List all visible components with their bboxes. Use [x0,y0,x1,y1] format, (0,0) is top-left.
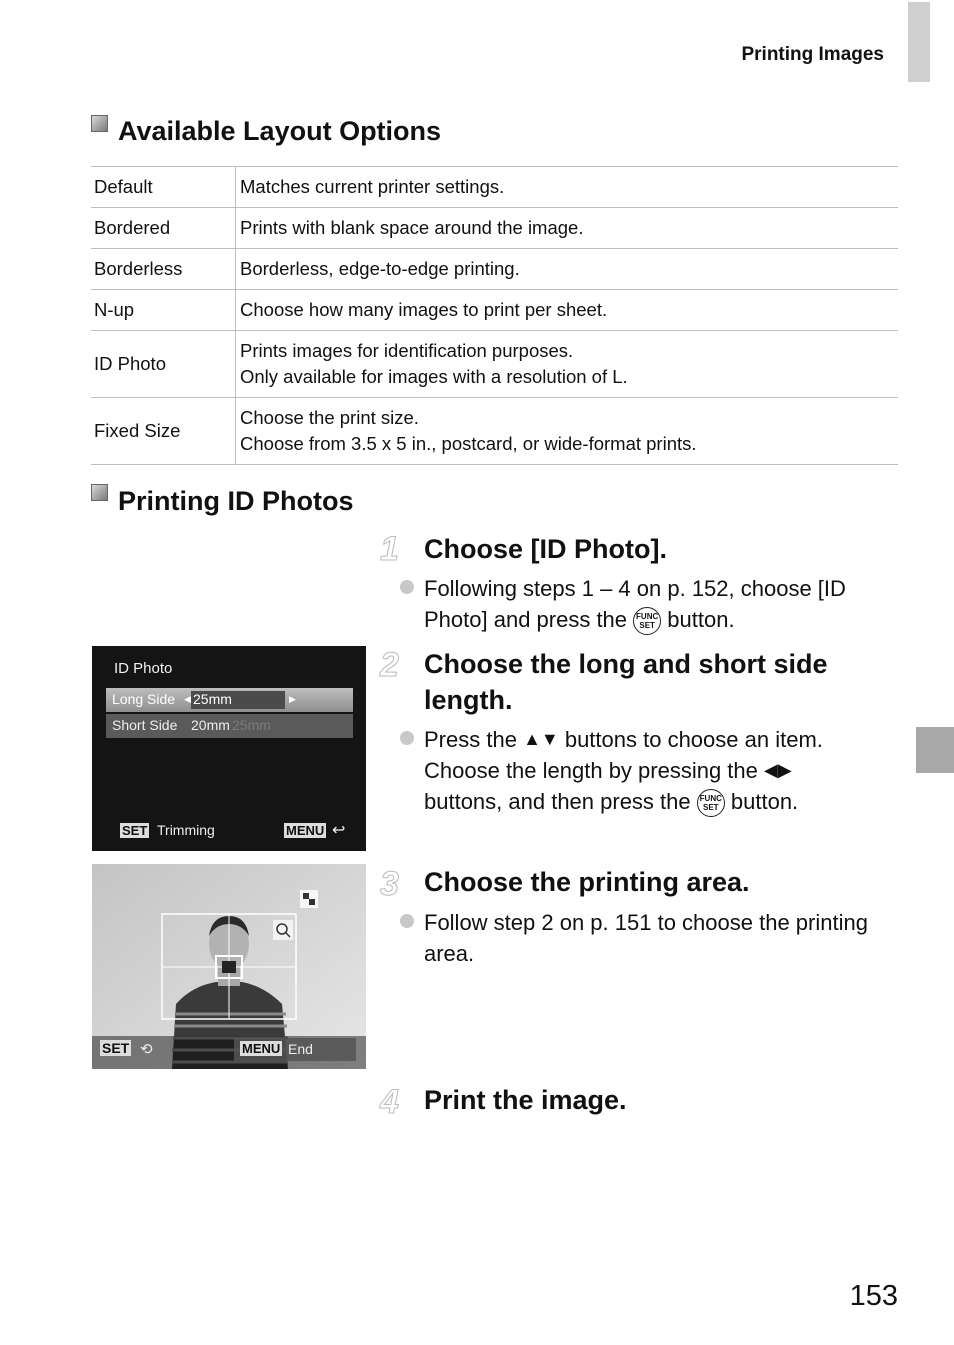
table-row [91,331,898,398]
bullet-dot [400,731,414,745]
func-set-icon: FUNC SET [633,607,661,635]
short-side-label: Short Side [112,717,178,733]
step-text: buttons, and then press the [424,789,691,814]
option-desc: Matches current printer settings. [236,167,899,208]
long-side-row [106,688,353,712]
option-name: N-up [91,290,236,331]
screen-title: ID Photo [114,660,173,677]
arrow-right-icon: ▶ [289,694,296,704]
short-side-row [106,714,353,738]
id-photo-preview [92,864,366,1069]
step-text: buttons to choose an item. [564,727,823,752]
func-set-icon: FUNC SET [697,789,725,817]
table-row [91,167,898,208]
step-title: Print the image. [424,1085,627,1115]
option-name: Bordered [91,208,236,249]
layout-options-table [91,166,898,465]
section-icon [91,484,108,501]
step-text: Choose the length by pressing the [424,758,758,783]
left-right-arrows-icon: ◀▶ [764,760,792,780]
step-title: Choose the long and short side [424,649,828,679]
set-key-icon: SET [102,1040,130,1056]
rotate-frame-icon: ⟲ [140,1041,153,1058]
option-desc: Prints with blank space around the image. [236,208,899,249]
section-title-layout: Available Layout Options [118,116,442,146]
option-desc: Choose from 3.5 x 5 in., postcard, or wide-format prints. [240,433,697,454]
step-number: 4 [380,1083,399,1121]
bullet-dot [400,914,414,928]
table-row [91,249,898,290]
option-desc: Prints images for identification purposes. [240,340,574,361]
camera-screen-id-photo [92,646,366,851]
section-icon [91,115,108,132]
step-number: 1 [380,530,399,568]
option-name: ID Photo [91,331,236,398]
table-row [91,398,898,465]
step-text: Following steps 1 – 4 on p. 152, choose [ID [424,576,846,601]
up-down-arrows-icon: ▲▼ [523,729,559,749]
bullet-dot [400,580,414,594]
set-label: Trimming [157,822,215,838]
end-label: End [288,1041,313,1057]
step-text: area. [424,941,475,966]
step-text: Press the [424,727,517,752]
option-desc: Choose the print size. [240,407,419,428]
return-icon: ↩ [332,822,346,839]
short-side-ghost: 25mm [232,717,271,733]
option-name: Fixed Size [91,398,236,465]
set-key-icon: SET [122,823,148,838]
step-number: 3 [380,865,399,903]
menu-key-icon: MENU [286,823,325,838]
long-side-label: Long Side [112,691,176,707]
menu-key-icon: MENU [242,1041,281,1056]
long-side-value: 25mm [191,691,285,709]
page-number: 153 [849,1280,898,1312]
step-text: Photo] and press the [424,607,628,632]
arrow-left-icon: ◀ [184,694,191,704]
short-side-value: 20mm [191,717,230,733]
option-name: Default [91,167,236,208]
step-title: length. [424,685,513,715]
table-row [91,290,898,331]
option-desc: Borderless, edge-to-edge printing. [236,249,899,290]
header-title: Printing Images [741,44,884,65]
step-text: button. [730,789,799,814]
step-text: Follow step 2 on p. 151 to choose the printing [424,910,868,935]
step-number: 2 [380,646,399,684]
step-title: Choose the printing area. [424,867,750,897]
table-row [91,208,898,249]
chapter-tab [908,2,930,82]
option-desc: Choose how many images to print per sheet. [236,290,899,331]
option-name: Borderless [91,249,236,290]
section-title-id: Printing ID Photos [118,486,354,516]
step-title: Choose [ID Photo]. [424,534,667,564]
camera-screen-printing-area [92,864,366,1069]
step-text: button. [667,607,735,632]
side-tab [916,727,954,773]
option-desc: Only available for images with a resolution of L. [240,366,628,387]
